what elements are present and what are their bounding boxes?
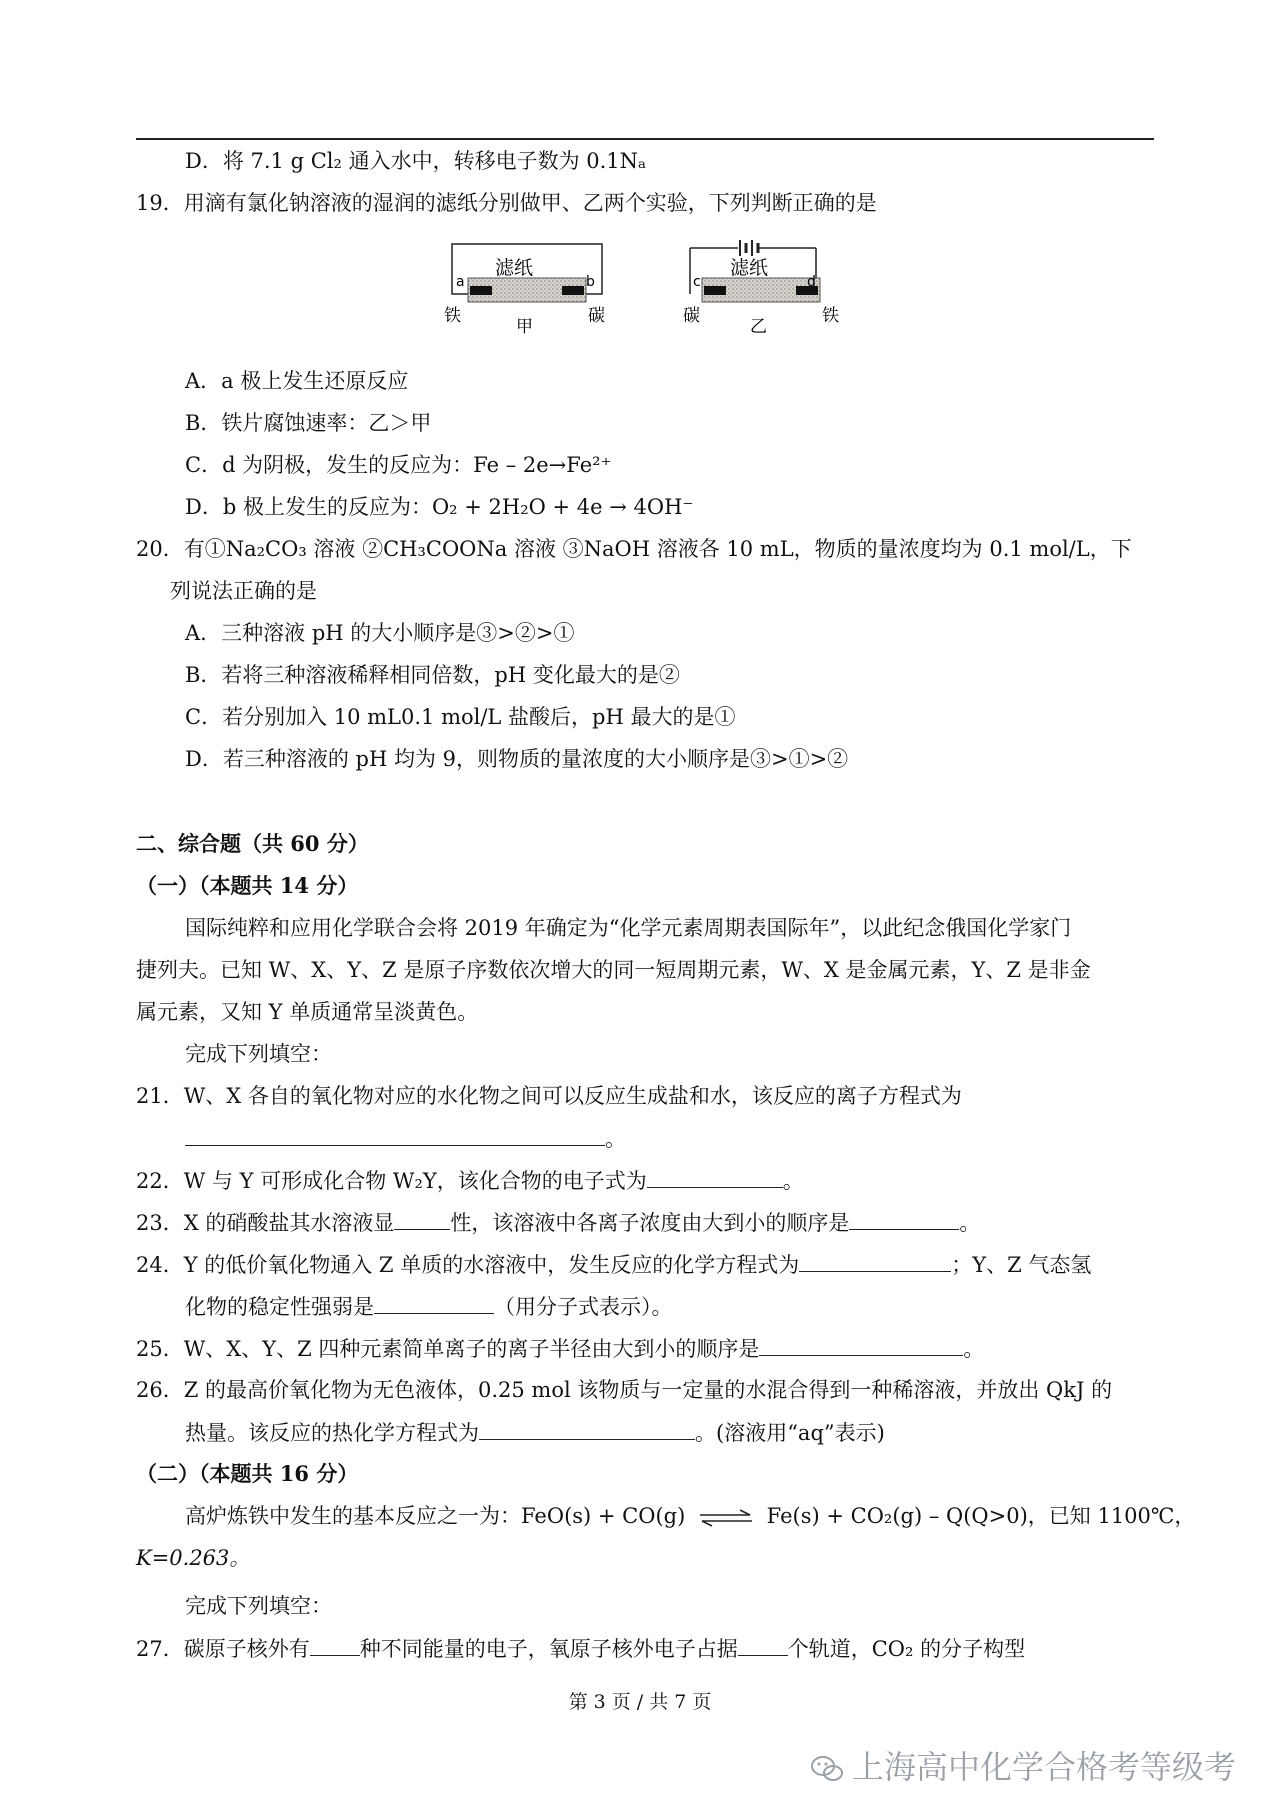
q24-blank-1[interactable] [799,1249,951,1272]
q22-blank[interactable] [647,1165,783,1188]
label-right-yi: 铁 [822,306,839,326]
q24-stem-2: 化物的稳定性强弱是 [185,1295,374,1319]
part-2-para-1 [185,1501,1195,1531]
q19-option-a: A．a 极上发生还原反应 [185,369,409,393]
label-left-jia: 铁 [444,306,461,326]
top-rule [136,138,1154,140]
q25-blank[interactable] [759,1333,963,1356]
part-2-title: （二）（本题共 16 分） [136,1461,359,1486]
label-paper-yi: 滤纸 [730,257,769,279]
q24-end: （用分子式表示）。 [494,1295,673,1319]
q19-option-d: D．b 极上发生的反应为：O₂ + 2H₂O + 4e → 4OH⁻ [185,495,694,519]
q25-line [136,1333,984,1364]
q21-answer-line [185,1123,626,1154]
q20-option-a: A．三种溶液 pH 的大小顺序是③>②>① [185,621,575,645]
q20-option-c: C．若分别加入 10 mL0.1 mol/L 盐酸后，pH 最大的是① [185,705,736,729]
reaction-left: 高炉炼铁中发生的基本反应之一为：FeO(s) + CO(g) [185,1504,686,1528]
wechat-icon [810,1754,844,1784]
q22-line [136,1165,804,1196]
q20-option-d: D．若三种溶液的 pH 均为 9，则物质的量浓度的大小顺序是③>①>② [185,747,849,771]
reaction-right: Fe(s) + CO₂(g) – Q(Q>0)，已知 1100℃， [766,1504,1196,1528]
part-1-title: （一）（本题共 14 分） [136,873,359,898]
electrode-c [704,286,726,295]
q20-stem-2: 列说法正确的是 [170,579,317,603]
page-footer: 第 3 页 / 共 7 页 [568,1691,712,1713]
watermark [810,1742,1236,1788]
q27-end: 个轨道，CO₂ 的分子构型 [787,1637,1026,1661]
q23-mid: 性，该溶液中各离子浓度由大到小的顺序是 [450,1211,850,1235]
q23-stem: 23．X 的硝酸盐其水溶液显 [136,1211,395,1235]
q24-line-2 [185,1291,673,1322]
q26-blank[interactable] [479,1417,695,1440]
label-right-jia: 碳 [588,306,605,326]
q21-stem: 21．W、X 各自的氧化物对应的水化物之间可以反应生成盐和水，该反应的离子方程式为 [136,1084,962,1108]
figure-yi [683,240,839,337]
q25-end: 。 [963,1337,985,1361]
figure-jia [444,244,605,337]
part-1-para-3: 属元素，又知 Y 单质通常呈淡黄色。 [136,1000,479,1024]
electrolysis-figure [440,236,860,350]
part-1-fill-prompt: 完成下列填空： [185,1042,332,1066]
electrode-b [562,286,584,295]
label-jia: 甲 [516,317,533,337]
electrode-a [470,286,492,295]
q24-line-1 [136,1249,1091,1280]
label-b: b [586,274,595,290]
q26-line-1: 26．Z 的最高价氧化物为无色液体，0.25 mol 该物质与一定量的水混合得到一种稀溶液，并放出 QkJ 的 [136,1378,1113,1402]
label-d: d [807,274,816,290]
watermark-text: 上海高中化学合格考等级考 [852,1748,1237,1786]
section-2-title: 二、综合题（共 60 分） [136,831,369,856]
q22-stem: 22．W 与 Y 可形成化合物 W₂Y，该化合物的电子式为 [136,1169,647,1193]
q22-end: 。 [782,1169,804,1193]
label-c: c [693,274,701,290]
part-2-fill-prompt: 完成下列填空： [185,1594,332,1618]
q23-blank-2[interactable] [849,1207,959,1230]
q21-blank[interactable] [185,1123,605,1146]
label-paper-jia: 滤纸 [495,257,534,279]
q19-stem: 19．用滴有氯化钠溶液的湿润的滤纸分别做甲、乙两个实验，下列判断正确的是 [136,191,877,215]
part-1-para-2: 捷列夫。已知 W、X、Y、Z 是原子序数依次增大的同一短周期元素，W、X 是金属元素，Y、Z 是非金 [136,958,1091,982]
q27-blank-1[interactable] [310,1633,360,1656]
q18-option-d: D．将 7.1 g Cl₂ 通入水中，转移电子数为 0.1Nₐ [185,149,647,173]
part-1-para-1: 国际纯粹和应用化学联合会将 2019 年确定为“化学元素周期表国际年”，以此纪念俄国化学家门 [185,916,1072,940]
q23-end: 。 [959,1211,981,1235]
label-left-yi: 碳 [683,306,700,326]
q23-line [136,1207,980,1238]
label-a: a [456,274,465,290]
q24-blank-2[interactable] [374,1291,494,1314]
part-2-para-2: K=0.263。 [136,1546,251,1570]
q24-stem: 24．Y 的低价氧化物通入 Z 单质的水溶液中，发生反应的化学方程式为 [136,1253,800,1277]
q19-option-b: B．铁片腐蚀速率：乙＞甲 [185,411,432,435]
label-yi: 乙 [750,317,767,337]
q19-option-c: C．d 为阴极，发生的反应为：Fe – 2e→Fe²⁺ [185,453,612,477]
q20-stem-1: 20．有①Na₂CO₃ 溶液 ②CH₃COONa 溶液 ③NaOH 溶液各 10 mL，物质的量浓度均为 0.1 mol/L，下 [136,537,1132,561]
q20-option-b: B．若将三种溶液稀释相同倍数，pH 变化最大的是② [185,663,680,687]
figure-svg [440,236,860,346]
q25-stem: 25．W、X、Y、Z 四种元素简单离子的离子半径由大到小的顺序是 [136,1337,760,1361]
q26-line-2 [185,1417,885,1448]
q27-mid: 种不同能量的电子，氧原子核外电子占据 [359,1637,738,1661]
q27-line [136,1633,1025,1664]
equilibrium-arrow-icon [698,1509,754,1527]
q27-blank-2[interactable] [738,1633,788,1656]
q26-stem: 热量。该反应的热化学方程式为 [185,1421,479,1445]
q23-blank-1[interactable] [394,1207,450,1230]
q21-end: 。 [605,1127,626,1151]
q26-end: 。(溶液用“aq”表示) [695,1421,885,1445]
q27-stem: 27．碳原子核外有 [136,1637,310,1661]
q24-mid: ；Y、Z 气态氢 [951,1253,1092,1277]
